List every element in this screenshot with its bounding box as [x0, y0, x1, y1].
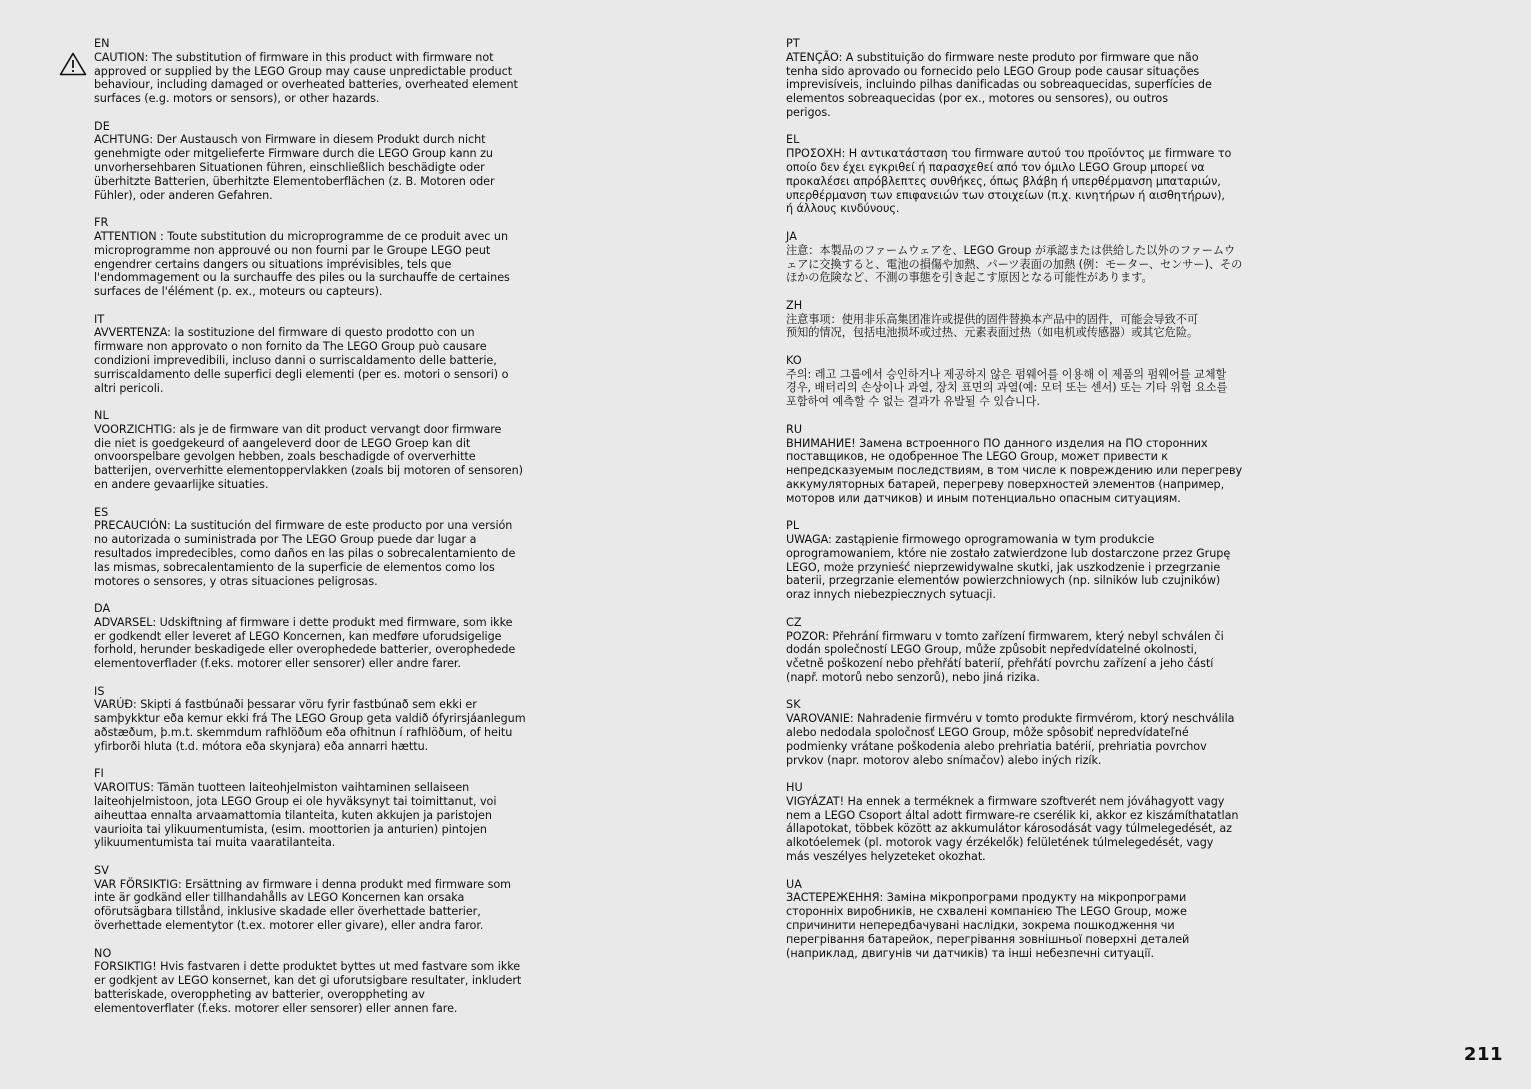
- language-code: SV: [94, 863, 109, 877]
- warning-text: ВНИМАНИЕ! Замена встроенного ПО данного изделия на ПО сторонних поставщиков, не одобренное The LEGO Group, может привести к непредсказуемым последствиям, в том числе к повреждению или перегреву аккумуляторных батарей, перегреву поверхностей элементов (например, моторов или датчиков) и иным потенциально опасным ситуациям.: [786, 436, 1243, 505]
- language-code: DA: [94, 602, 111, 616]
- language-code: JA: [786, 229, 797, 243]
- language-code: ZH: [786, 298, 803, 312]
- language-code: NO: [94, 946, 112, 960]
- warning-text: AVVERTENZA: la sostituzione del firmware di questo prodotto con un firmware non approvato o non fornito da The LEGO Group può causare condizioni imprevedibili, incluso danni o surriscaldamento delle batterie, surriscaldamento delle superfici degli elementi (per es. motori o sensori) o altri pericoli.: [94, 326, 509, 395]
- language-code: NL: [94, 409, 109, 423]
- warning-section-sv: [94, 864, 564, 933]
- page-number: 211: [1463, 1044, 1503, 1065]
- warning-text: FORSIKTIG! Hvis fastvaren i dette produktet byttes ut med fastvare som ikke er godkjent av LEGO konsernet, kan det gi uforutsigbare resultater, inkludert batteriskade, overoppheting av batterier, overoppheting av elementoverflater (f.eks. motorer eller sensorer) eller annen fare.: [94, 960, 522, 1015]
- warning-section-nl: [94, 409, 564, 492]
- warning-section-ko: [786, 354, 1271, 409]
- warning-text: VOORZICHTIG: als je de firmware van dit product vervangt door firmware die niet is goedgekeurd of aangeleverd door de LEGO Groep kan dit onvoorspelbare gevolgen hebben, zoals beschadigde of oververhitte batterijen, oververhitte elementoppervlakken (zoals bij motoren of sensoren) en andere gevaarlijke situaties.: [94, 422, 523, 492]
- warning-section-da: [94, 602, 564, 671]
- warning-section-fr: [94, 216, 564, 299]
- warning-text: CAUTION: The substitution of firmware in this product with firmware not approved or supplied by the LEGO Group may cause unpredictable product behaviour, including damaged or overheated batteries, overheated element surfaces (e.g. motors or sensors), or other hazards.: [94, 50, 518, 106]
- warning-section-en: [94, 37, 564, 106]
- warning-section-es: [94, 506, 564, 589]
- warning-text: 注意：本製品のファームウェアを、LEGO Group が承認または供給した以外のファームウ ェアに交換すると、電池の損傷や加熱、パーツ表面の加熱 (例：モーター、センサー)、その ほかの危険など、不測の事態を引き起こす原因となる可能性があります。: [786, 243, 1243, 285]
- warning-section-ru: [786, 423, 1271, 506]
- language-code: SK: [786, 698, 801, 712]
- warning-section-de: [94, 120, 564, 203]
- warning-text: ЗАСТЕРЕЖЕННЯ: Заміна мікропрограми продукту на мікропрограми сторонніх виробників, не схвалені компанією The LEGO Group, може спричинити непередбачувані наслідки, зокрема пошкодження чи перегрівання батарейок, перегрівання зовнішньої поверхні деталей (наприклад, двигунів чи датчиків) та інші небезпечні ситуації.: [786, 891, 1190, 960]
- language-code: ES: [94, 505, 109, 519]
- warning-text: VAR FÖRSIKTIG: Ersättning av firmware i denna produkt med firmware som inte är godkänd eller tillhandahålls av LEGO Koncernen kan orsaka oförutsägbara tillstånd, inklusive skadade eller överhettade batterier, överhettade elementytor (t.ex. motorer eller givare), eller andra faror.: [94, 877, 511, 933]
- warning-section-pl: [786, 519, 1271, 602]
- language-code: HU: [786, 781, 803, 795]
- left-column: [94, 37, 564, 1029]
- warning-text: ACHTUNG: Der Austausch von Firmware in diesem Produkt durch nicht genehmigte oder mitgelieferte Firmware durch die LEGO Group kann zu unvorhersehbaren Situationen führen, einschließlich beschädigte oder überhitzte Batterien, überhitzte Elementoberflächen (z. B. Motoren oder Fühler), oder anderen Gefahren.: [94, 133, 495, 202]
- warning-text: POZOR: Přehrání firmwaru v tomto zařízení firmwarem, který nebyl schválen či dodán společností LEGO Group, může způsobit nepředvídatelné okolnosti, včetně poškození nebo přehřátí baterií, přehřátí povrchu zařízení a jeho částí (např. motorů nebo senzorů), nebo jiná rizika.: [786, 629, 1224, 684]
- language-code: CZ: [786, 615, 802, 629]
- warning-section-no: [94, 947, 564, 1016]
- warning-section-hu: [786, 781, 1271, 864]
- warning-text: VIGYÁZAT! Ha ennek a terméknek a firmware szoftverét nem jóváhagyott vagy nem a LEGO Csoport által adott firmware-re cserélik ki, akkor ez kiszámíthatatlan állapotokat, többek között az akkumulátor károsodását vagy túlmelegedését, az alkotóelemek (pl. motorok vagy érzékelők) felületének túlmelegedését, vagy más veszélyes helyzeteket okozhat.: [786, 794, 1239, 864]
- warning-section-sk: [786, 698, 1271, 767]
- language-code: DE: [94, 119, 110, 133]
- warning-section-is: [94, 685, 564, 754]
- language-code: RU: [786, 422, 803, 436]
- language-code: FI: [94, 767, 104, 781]
- language-code: PT: [786, 37, 800, 50]
- language-code: IT: [94, 312, 105, 326]
- warning-text: VAROVANIE: Nahradenie firmvéru v tomto produkte firmvérom, ktorý neschválila alebo nedodala spoločnosť LEGO Group, môže spôsobiť nepredvídateľné podmienky vrátane poškodenia alebo prehriatia batérií, prehriatia povrchov prvkov (napr. motorov alebo snímačov) alebo iných rizík.: [786, 712, 1235, 767]
- warning-text: 注意事项：使用非乐高集团准许或提供的固件替换本产品中的固件，可能会导致不可 预知的情况，包括电池损坏或过热、元素表面过热（如电机或传感器）或其它危险。: [786, 312, 1199, 340]
- right-column: [786, 37, 1271, 974]
- warning-text: ATENÇÃO: A substituição do firmware neste produto por firmware que não tenha sido aprovado ou fornecido pelo LEGO Group pode causar situações imprevisíveis, incluindo pilhas danificadas ou sobreaquecidas, superfícies de elementos sobreaquecidas (por ex., motores ou sensores), ou outros perigos.: [786, 50, 1212, 119]
- language-code: FR: [94, 216, 109, 230]
- warning-text: 주의: 레고 그룹에서 승인하거나 제공하지 않은 펌웨어를 이용해 이 제품의 펌웨어를 교체할 경우, 배터리의 손상이나 과열, 장치 표면의 과열(예: 모터 또는 센서) 또는 기타 위험 요소를 포함하여 예측할 수 없는 결과가 유발될 수 있습니다.: [786, 367, 1228, 409]
- language-code: EN: [94, 37, 110, 50]
- warning-section-el: [786, 133, 1271, 216]
- warning-section-ua: [786, 878, 1271, 961]
- language-code: KO: [786, 353, 802, 367]
- warning-section-fi: [94, 767, 564, 850]
- language-code: PL: [786, 519, 800, 533]
- warning-section-cz: [786, 616, 1271, 685]
- language-code: UA: [786, 877, 803, 891]
- warning-section-it: [94, 313, 564, 396]
- warning-text: PRECAUCIÓN: La sustitución del firmware de este producto por una versión no autorizada o suministrada por The LEGO Group puede dar lugar a resultados impredecibles, como daños en las pilas o sobrecalentamiento de las mismas, sobrecalentamiento de la superficie de elementos como los motores o sensores, y otras situaciones peligrosas.: [94, 519, 516, 588]
- language-code: IS: [94, 684, 105, 698]
- warning-section-ja: [786, 230, 1271, 285]
- warning-text: ATTENTION : Toute substitution du microprogramme de ce produit avec un microprogramme non approuvé ou non fourni par le Groupe LEGO peut engendrer certains dangers ou situations imprévisibles, tels que l'endommagement ou la surchauffe des piles ou la surchauffe de certaines surfaces de l'élément (p. ex., moteurs ou capteurs).: [94, 229, 510, 299]
- warning-triangle-icon: [59, 52, 87, 76]
- warning-text: ΠΡΟΣΟΧΗ: Η αντικατάσταση του firmware αυτού του προϊόντος με firmware το οποίο δεν έχει εγκριθεί ή παρασχεθεί από τον όμιλο LEGO Group μπορεί να προκαλέσει απρόβλεπτες συνθήκες, όπως βλάβη ή υπερθέρμανση μπαταριών, υπερθέρμανση των επιφανειών των στοιχείων (π.χ. κινητήρων ή αισθητήρων), ή άλλους κινδύνους.: [786, 147, 1232, 216]
- warning-section-zh: [786, 299, 1271, 340]
- warning-text: VAROITUS: Tämän tuotteen laiteohjelmiston vaihtaminen sellaiseen laiteohjelmistoon, jota LEGO Group ei ole hyväksynyt tai toimittanut, voi aiheuttaa ennalta arvaamattomia tilanteita, kuten akkujen ja paristojen vaurioita tai ylikuumentumista, (esim. moottorien ja anturien) pintojen ylikuumentumista tai muita vaaratilanteita.: [94, 781, 497, 850]
- warning-section-pt: [786, 37, 1271, 120]
- warning-text: VARÚÐ: Skipti á fastbúnaði þessarar vöru fyrir fastbúnað sem ekki er samþykktur eða kemur ekki frá The LEGO Group geta valdið ófyrirsjáanlegum aðstæðum, þ.m.t. skemmdum rafhlöðum eða ofhitnun í rafhlöðum, of heitu yfirborði hluta (t.d. mótora eða skynjara) eða annarri hættu.: [94, 698, 526, 753]
- language-code: EL: [786, 133, 800, 147]
- warning-text: ADVARSEL: Udskiftning af firmware i dette produkt med firmware, som ikke er godkendt eller leveret af LEGO Koncernen, kan medføre uforudsigelige forhold, herunder beskadigede eller overophedede batterier, overophedede elementoverflader (f.eks. motorer eller sensorer) eller andre farer.: [94, 615, 516, 671]
- warning-text: UWAGA: zastąpienie firmowego oprogramowania w tym produkcie oprogramowaniem, które nie zostało zatwierdzone lub dostarczone przez Grupę LEGO, może przynieść nieprzewidywalne skutki, jak uszkodzenie i przegrzanie baterii, przegrzanie elementów powierzchniowych (np. silników lub czujników) oraz innych niebezpiecznych sytuacji.: [786, 533, 1231, 602]
